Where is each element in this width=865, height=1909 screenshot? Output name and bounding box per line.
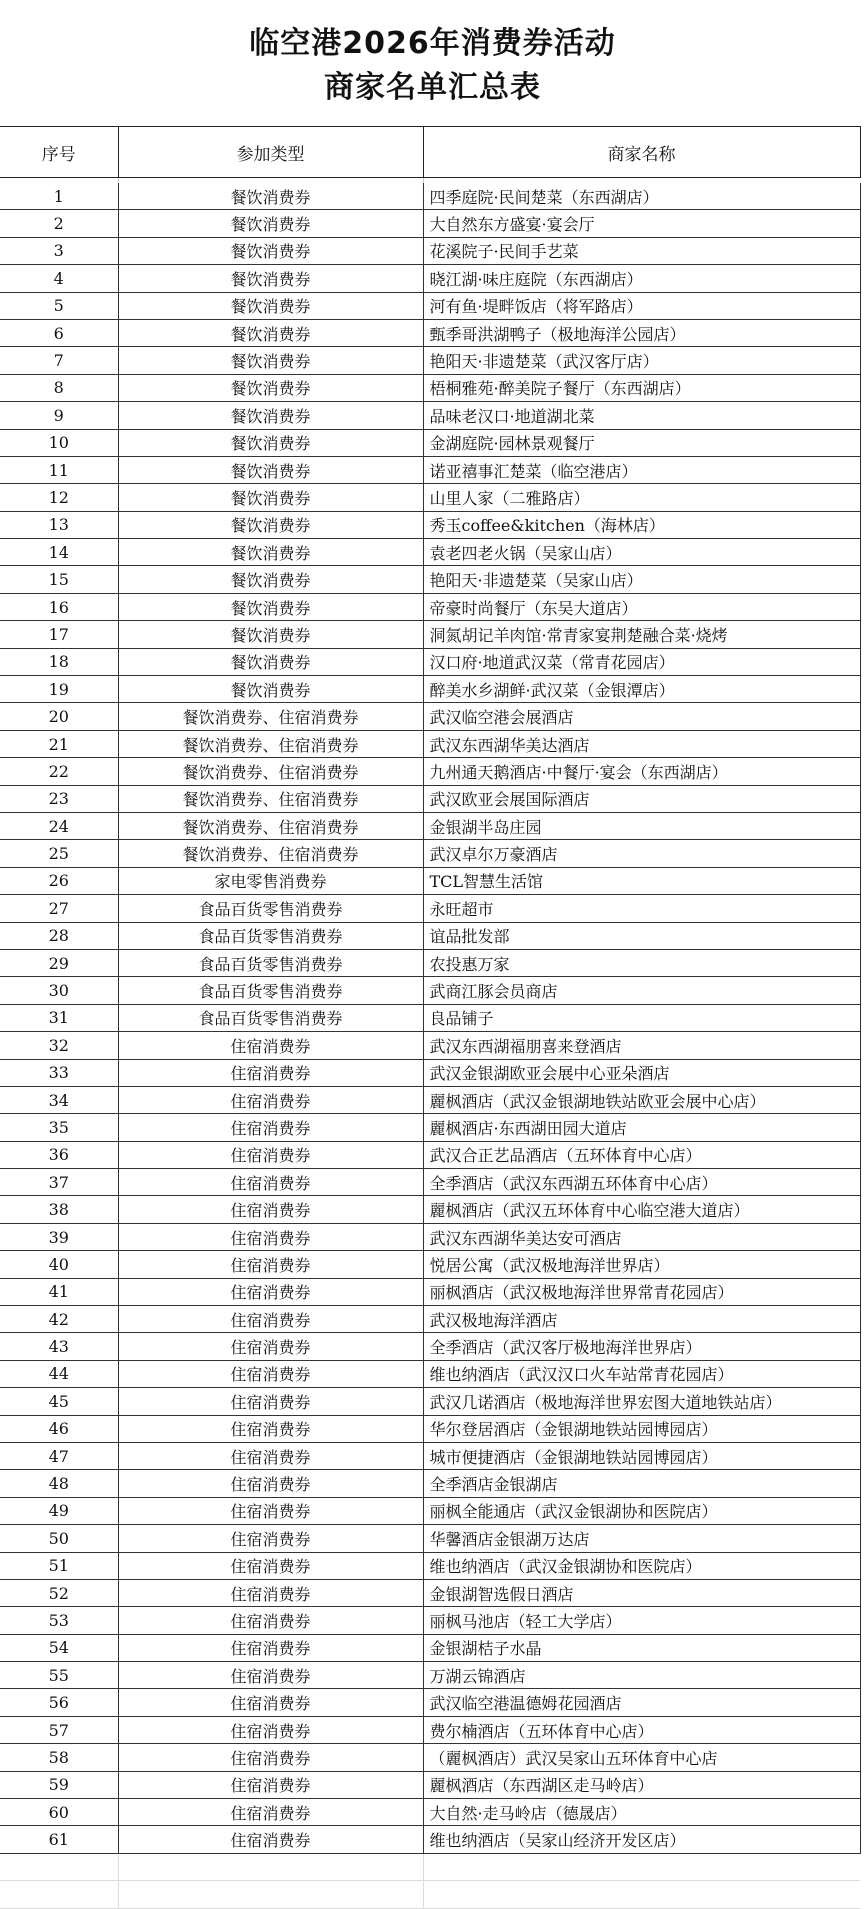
cell-type: 家电零售消费券 (118, 867, 423, 894)
cell-index: 14 (0, 539, 118, 566)
merchant-table (0, 126, 861, 1909)
table-row (0, 1799, 860, 1826)
cell-index: 44 (0, 1360, 118, 1387)
cell-type: 餐饮消费券 (118, 347, 423, 374)
cell-merchant-name: 维也纳酒店（武汉汉口火车站常青花园店） (423, 1360, 860, 1387)
table-row (0, 1634, 860, 1661)
cell-index: 21 (0, 730, 118, 757)
cell-type: 食品百货零售消费券 (118, 922, 423, 949)
cell-merchant-name: 武汉临空港会展酒店 (423, 703, 860, 730)
cell-merchant-name: 大自然东方盛宴·宴会厅 (423, 210, 860, 237)
cell-merchant-name: 甄季哥洪湖鸭子（极地海洋公园店） (423, 319, 860, 346)
cell-index: 6 (0, 319, 118, 346)
cell-type: 餐饮消费券 (118, 511, 423, 538)
cell-merchant-name: 四季庭院·民间楚菜（东西湖店） (423, 183, 860, 210)
cell-type: 餐饮消费券、住宿消费券 (118, 785, 423, 812)
cell-merchant-name: 麗枫酒店（武汉五环体育中心临空港大道店） (423, 1196, 860, 1223)
cell-type: 餐饮消费券 (118, 374, 423, 401)
table-row (0, 840, 860, 867)
table-row (0, 1388, 860, 1415)
cell-index: 40 (0, 1251, 118, 1278)
cell-index: 12 (0, 484, 118, 511)
cell-merchant-name: 谊品批发部 (423, 922, 860, 949)
cell-type: 住宿消费券 (118, 1141, 423, 1168)
cell-index: 10 (0, 429, 118, 456)
cell-merchant-name: 麗枫酒店（东西湖区走马岭店） (423, 1771, 860, 1798)
cell-type: 餐饮消费券、住宿消费券 (118, 758, 423, 785)
empty-cell (118, 1881, 423, 1908)
table-row (0, 867, 860, 894)
cell-type: 餐饮消费券 (118, 429, 423, 456)
cell-merchant-name: 醉美水乡湖鲜·武汉菜（金银潭店） (423, 676, 860, 703)
cell-type: 餐饮消费券 (118, 484, 423, 511)
cell-index: 1 (0, 183, 118, 210)
cell-merchant-name: 城市便捷酒店（金银湖地铁站园博园店） (423, 1442, 860, 1469)
empty-cell (423, 1881, 860, 1908)
empty-cell (0, 1853, 118, 1880)
cell-merchant-name: 秀玉coffee&kitchen（海林店） (423, 511, 860, 538)
cell-index: 4 (0, 265, 118, 292)
table-row (0, 511, 860, 538)
cell-type: 餐饮消费券、住宿消费券 (118, 812, 423, 839)
cell-index: 2 (0, 210, 118, 237)
cell-index: 43 (0, 1333, 118, 1360)
cell-merchant-name: 武汉合正艺品酒店（五环体育中心店） (423, 1141, 860, 1168)
table-row (0, 1059, 860, 1086)
cell-merchant-name: 品味老汉口·地道湖北菜 (423, 402, 860, 429)
cell-type: 餐饮消费券 (118, 621, 423, 648)
cell-type: 餐饮消费券 (118, 237, 423, 264)
table-row (0, 1223, 860, 1250)
cell-index: 51 (0, 1552, 118, 1579)
cell-merchant-name: 诺亚禧事汇楚菜（临空港店） (423, 456, 860, 483)
cell-index: 18 (0, 648, 118, 675)
cell-type: 住宿消费券 (118, 1716, 423, 1743)
table-row (0, 922, 860, 949)
cell-merchant-name: 永旺超市 (423, 895, 860, 922)
table-row (0, 539, 860, 566)
cell-type: 餐饮消费券、住宿消费券 (118, 840, 423, 867)
cell-index: 35 (0, 1114, 118, 1141)
table-row (0, 1415, 860, 1442)
table-row (0, 1114, 860, 1141)
table-row (0, 621, 860, 648)
cell-index: 54 (0, 1634, 118, 1661)
cell-merchant-name: 晓江湖·味庄庭院（东西湖店） (423, 265, 860, 292)
cell-type: 食品百货零售消费券 (118, 895, 423, 922)
cell-index: 26 (0, 867, 118, 894)
header-index: 序号 (0, 127, 118, 178)
empty-row (0, 1853, 860, 1880)
cell-type: 住宿消费券 (118, 1634, 423, 1661)
cell-index: 39 (0, 1223, 118, 1250)
cell-merchant-name: 华馨酒店金银湖万达店 (423, 1525, 860, 1552)
cell-type: 餐饮消费券 (118, 648, 423, 675)
cell-type: 餐饮消费券 (118, 292, 423, 319)
table-row (0, 949, 860, 976)
cell-index: 32 (0, 1032, 118, 1059)
cell-merchant-name: 丽枫全能通店（武汉金银湖协和医院店） (423, 1497, 860, 1524)
table-row (0, 1196, 860, 1223)
table-row (0, 730, 860, 757)
cell-merchant-name: 梧桐雅苑·醉美院子餐厅（东西湖店） (423, 374, 860, 401)
cell-type: 住宿消费券 (118, 1360, 423, 1387)
cell-type: 住宿消费券 (118, 1388, 423, 1415)
cell-merchant-name: 农投惠万家 (423, 949, 860, 976)
cell-type: 住宿消费券 (118, 1442, 423, 1469)
cell-type: 住宿消费券 (118, 1525, 423, 1552)
cell-index: 48 (0, 1470, 118, 1497)
cell-merchant-name: 全季酒店（武汉东西湖五环体育中心店） (423, 1169, 860, 1196)
cell-index: 41 (0, 1278, 118, 1305)
cell-index: 19 (0, 676, 118, 703)
table-row (0, 785, 860, 812)
empty-row (0, 1881, 860, 1908)
cell-merchant-name: 全季酒店（武汉客厅极地海洋世界店） (423, 1333, 860, 1360)
cell-index: 58 (0, 1744, 118, 1771)
table-row (0, 758, 860, 785)
cell-type: 住宿消费券 (118, 1662, 423, 1689)
table-row (0, 1689, 860, 1716)
cell-merchant-name: 金银湖智选假日酒店 (423, 1579, 860, 1606)
cell-index: 23 (0, 785, 118, 812)
cell-type: 住宿消费券 (118, 1032, 423, 1059)
cell-type: 住宿消费券 (118, 1223, 423, 1250)
cell-merchant-name: （麗枫酒店）武汉吴家山五环体育中心店 (423, 1744, 860, 1771)
cell-type: 住宿消费券 (118, 1552, 423, 1579)
table-row (0, 1826, 860, 1853)
cell-index: 24 (0, 812, 118, 839)
cell-index: 47 (0, 1442, 118, 1469)
table-row (0, 265, 860, 292)
cell-index: 57 (0, 1716, 118, 1743)
cell-merchant-name: 艳阳天·非遗楚菜（吴家山店） (423, 566, 860, 593)
cell-type: 住宿消费券 (118, 1251, 423, 1278)
cell-index: 60 (0, 1799, 118, 1826)
cell-type: 住宿消费券 (118, 1470, 423, 1497)
table-row (0, 484, 860, 511)
page-title-line1: 临空港2026年消费券活动 (249, 26, 616, 61)
cell-merchant-name: 武汉欧亚会展国际酒店 (423, 785, 860, 812)
table-row (0, 1032, 860, 1059)
cell-index: 46 (0, 1415, 118, 1442)
cell-merchant-name: 花溪院子·民间手艺菜 (423, 237, 860, 264)
cell-merchant-name: 麗枫酒店·东西湖田园大道店 (423, 1114, 860, 1141)
cell-type: 餐饮消费券 (118, 676, 423, 703)
table-row (0, 292, 860, 319)
table-row (0, 1004, 860, 1031)
cell-index: 45 (0, 1388, 118, 1415)
table-row (0, 347, 860, 374)
cell-index: 34 (0, 1086, 118, 1113)
cell-type: 住宿消费券 (118, 1114, 423, 1141)
cell-index: 36 (0, 1141, 118, 1168)
cell-index: 8 (0, 374, 118, 401)
cell-merchant-name: 华尔登居酒店（金银湖地铁站园博园店） (423, 1415, 860, 1442)
table-row (0, 812, 860, 839)
cell-index: 33 (0, 1059, 118, 1086)
cell-type: 住宿消费券 (118, 1086, 423, 1113)
cell-index: 3 (0, 237, 118, 264)
cell-merchant-name: 汉口府·地道武汉菜（常青花园店） (423, 648, 860, 675)
cell-index: 13 (0, 511, 118, 538)
cell-merchant-name: 河有鱼·堤畔饭店（将军路店） (423, 292, 860, 319)
cell-type: 住宿消费券 (118, 1744, 423, 1771)
cell-type: 住宿消费券 (118, 1415, 423, 1442)
cell-index: 17 (0, 621, 118, 648)
cell-index: 30 (0, 977, 118, 1004)
cell-index: 25 (0, 840, 118, 867)
cell-type: 住宿消费券 (118, 1689, 423, 1716)
cell-type: 住宿消费券 (118, 1333, 423, 1360)
cell-index: 29 (0, 949, 118, 976)
cell-type: 餐饮消费券 (118, 210, 423, 237)
table-row (0, 1470, 860, 1497)
cell-type: 餐饮消费券 (118, 566, 423, 593)
cell-index: 28 (0, 922, 118, 949)
cell-type: 住宿消费券 (118, 1771, 423, 1798)
cell-index: 42 (0, 1306, 118, 1333)
cell-merchant-name: 良品铺子 (423, 1004, 860, 1031)
header-name: 商家名称 (423, 127, 860, 178)
cell-index: 37 (0, 1169, 118, 1196)
cell-merchant-name: TCL智慧生活馆 (423, 867, 860, 894)
cell-index: 31 (0, 1004, 118, 1031)
table-row (0, 183, 860, 210)
cell-merchant-name: 武汉极地海洋酒店 (423, 1306, 860, 1333)
cell-merchant-name: 山里人家（二雅路店） (423, 484, 860, 511)
table-row (0, 1306, 860, 1333)
cell-type: 餐饮消费券 (118, 593, 423, 620)
table-row (0, 977, 860, 1004)
cell-index: 27 (0, 895, 118, 922)
cell-merchant-name: 丽枫酒店（武汉极地海洋世界常青花园店） (423, 1278, 860, 1305)
cell-merchant-name: 武汉卓尔万豪酒店 (423, 840, 860, 867)
table-row (0, 319, 860, 346)
cell-type: 食品百货零售消费券 (118, 977, 423, 1004)
table-row (0, 237, 860, 264)
cell-type: 住宿消费券 (118, 1799, 423, 1826)
cell-index: 59 (0, 1771, 118, 1798)
cell-index: 61 (0, 1826, 118, 1853)
cell-type: 餐饮消费券、住宿消费券 (118, 703, 423, 730)
table-row (0, 1607, 860, 1634)
cell-merchant-name: 费尔楠酒店（五环体育中心店） (423, 1716, 860, 1743)
cell-index: 22 (0, 758, 118, 785)
table-row (0, 1525, 860, 1552)
cell-merchant-name: 九州通天鹅酒店·中餐厅·宴会（东西湖店） (423, 758, 860, 785)
cell-type: 餐饮消费券 (118, 183, 423, 210)
empty-cell (118, 1853, 423, 1880)
cell-type: 餐饮消费券 (118, 456, 423, 483)
table-row (0, 1442, 860, 1469)
table-row (0, 1771, 860, 1798)
table-row (0, 210, 860, 237)
table-row (0, 1086, 860, 1113)
cell-index: 53 (0, 1607, 118, 1634)
cell-merchant-name: 武汉金银湖欧亚会展中心亚朵酒店 (423, 1059, 860, 1086)
table-row (0, 593, 860, 620)
cell-index: 15 (0, 566, 118, 593)
cell-type: 餐饮消费券 (118, 265, 423, 292)
table-row (0, 402, 860, 429)
cell-merchant-name: 艳阳天·非遗楚菜（武汉客厅店） (423, 347, 860, 374)
table-row (0, 374, 860, 401)
cell-index: 5 (0, 292, 118, 319)
cell-merchant-name: 丽枫马池店（轻工大学店） (423, 1607, 860, 1634)
cell-merchant-name: 大自然·走马岭店（德晟店） (423, 1799, 860, 1826)
table-row (0, 1141, 860, 1168)
cell-index: 9 (0, 402, 118, 429)
cell-merchant-name: 武汉东西湖福朋喜来登酒店 (423, 1032, 860, 1059)
cell-merchant-name: 万湖云锦酒店 (423, 1662, 860, 1689)
table-row (0, 456, 860, 483)
table-row (0, 1278, 860, 1305)
cell-type: 住宿消费券 (118, 1826, 423, 1853)
table-row (0, 895, 860, 922)
empty-cell (423, 1853, 860, 1880)
cell-type: 住宿消费券 (118, 1196, 423, 1223)
cell-type: 食品百货零售消费券 (118, 1004, 423, 1031)
cell-type: 住宿消费券 (118, 1059, 423, 1086)
cell-index: 55 (0, 1662, 118, 1689)
table-row (0, 1251, 860, 1278)
cell-merchant-name: 金湖庭院·园林景观餐厅 (423, 429, 860, 456)
cell-index: 11 (0, 456, 118, 483)
cell-index: 16 (0, 593, 118, 620)
cell-index: 49 (0, 1497, 118, 1524)
table-row (0, 703, 860, 730)
cell-index: 50 (0, 1525, 118, 1552)
cell-index: 56 (0, 1689, 118, 1716)
cell-merchant-name: 金银湖半岛庄园 (423, 812, 860, 839)
cell-index: 52 (0, 1579, 118, 1606)
cell-type: 住宿消费券 (118, 1607, 423, 1634)
cell-type: 餐饮消费券、住宿消费券 (118, 730, 423, 757)
table-header-row (0, 127, 860, 178)
table-row (0, 1552, 860, 1579)
cell-merchant-name: 武汉几诺酒店（极地海洋世界宏图大道地铁站店） (423, 1388, 860, 1415)
cell-type: 餐饮消费券 (118, 402, 423, 429)
table-row (0, 1662, 860, 1689)
cell-merchant-name: 全季酒店金银湖店 (423, 1470, 860, 1497)
cell-merchant-name: 帝豪时尚餐厅（东吴大道店） (423, 593, 860, 620)
page-title-line2: 商家名单汇总表 (324, 70, 541, 105)
cell-index: 38 (0, 1196, 118, 1223)
cell-type: 餐饮消费券 (118, 319, 423, 346)
cell-type: 餐饮消费券 (118, 539, 423, 566)
cell-merchant-name: 武汉东西湖华美达安可酒店 (423, 1223, 860, 1250)
table-row (0, 1579, 860, 1606)
table-row (0, 566, 860, 593)
empty-cell (0, 1881, 118, 1908)
cell-merchant-name: 武商江豚会员商店 (423, 977, 860, 1004)
cell-type: 食品百货零售消费券 (118, 949, 423, 976)
cell-type: 住宿消费券 (118, 1169, 423, 1196)
cell-merchant-name: 洞氮胡记羊肉馆·常青家宴荆楚融合菜·烧烤 (423, 621, 860, 648)
cell-index: 20 (0, 703, 118, 730)
cell-merchant-name: 维也纳酒店（武汉金银湖协和医院店） (423, 1552, 860, 1579)
table-row (0, 1169, 860, 1196)
cell-merchant-name: 武汉临空港温德姆花园酒店 (423, 1689, 860, 1716)
cell-type: 住宿消费券 (118, 1579, 423, 1606)
cell-merchant-name: 悦居公寓（武汉极地海洋世界店） (423, 1251, 860, 1278)
cell-type: 住宿消费券 (118, 1278, 423, 1305)
cell-merchant-name: 金银湖桔子水晶 (423, 1634, 860, 1661)
cell-merchant-name: 袁老四老火锅（吴家山店） (423, 539, 860, 566)
cell-type: 住宿消费券 (118, 1497, 423, 1524)
cell-merchant-name: 维也纳酒店（吴家山经济开发区店） (423, 1826, 860, 1853)
cell-type: 住宿消费券 (118, 1306, 423, 1333)
table-row (0, 676, 860, 703)
cell-merchant-name: 武汉东西湖华美达酒店 (423, 730, 860, 757)
cell-index: 7 (0, 347, 118, 374)
header-type: 参加类型 (118, 127, 423, 178)
table-row (0, 1497, 860, 1524)
table-row (0, 1716, 860, 1743)
table-row (0, 1744, 860, 1771)
table-row (0, 1333, 860, 1360)
table-row (0, 1360, 860, 1387)
table-row (0, 648, 860, 675)
table-row (0, 429, 860, 456)
cell-merchant-name: 麗枫酒店（武汉金银湖地铁站欧亚会展中心店） (423, 1086, 860, 1113)
